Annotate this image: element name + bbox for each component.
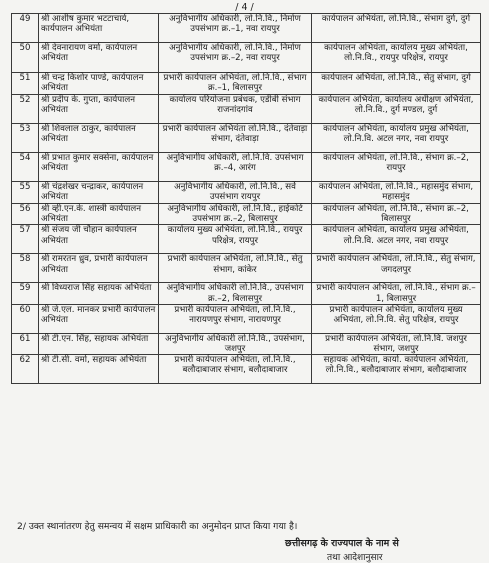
- table-row: [12, 73, 481, 95]
- current-posting-cell: अनुविभागीय अधिकारी, लो.नि.वि., सर्वे उपसंभाग रायपुर: [159, 182, 312, 204]
- employee-name-cell: श्री संजय जी चौहान कार्यपालन अभियंता: [39, 225, 159, 254]
- serial-number-cell: 60: [12, 304, 39, 333]
- table-row: [12, 95, 481, 124]
- new-posting-cell: कार्यपालन अभियंता, लो.नि.वि., महासमुंद संभाग, महासमुंद: [312, 182, 481, 204]
- current-posting-cell: अनुविभागीय अधिकारी, लो.नि.वि. उपसंभाग क्र.–4, आरंग: [159, 153, 312, 182]
- current-posting-cell: अनुविभागीय अधिकारी, लो.नि.वि., निर्माण उपसंभाग क्र.–2, नवा रायपुर: [159, 43, 312, 73]
- employee-name-cell: श्री चंद्रशेखर चन्द्राकर, कार्यपालन अभियंता: [39, 182, 159, 204]
- table-row: [12, 355, 481, 384]
- table-row: [12, 304, 481, 333]
- serial-number-cell: 50: [12, 43, 39, 73]
- table-row: [12, 204, 481, 225]
- new-posting-cell: कार्यपालन अभियंता, कार्यालय अधीक्षण अभियंता, लो.नि.वि., दुर्ग मण्डल, दुर्ग: [312, 95, 481, 124]
- serial-number-cell: 52: [12, 95, 39, 124]
- serial-number-cell: 56: [12, 204, 39, 225]
- serial-number-cell: 62: [12, 355, 39, 384]
- current-posting-cell: प्रभारी कार्यपालन अभियंता लो.नि.वि., दंतेवाड़ा संभाग, दंतेवाड़ा: [159, 124, 312, 153]
- employee-name-cell: श्री प्रभात कुमार सक्सेना, कार्यपालन अभियंता: [39, 153, 159, 182]
- employee-name-cell: श्री टी.सी. वर्मा, सहायक अभियंता: [39, 355, 159, 384]
- employee-name-cell: श्री व्ही.एन.के. शास्त्री कार्यपालन अभियंता: [39, 204, 159, 225]
- new-posting-cell: प्रभारी कार्यपालन अभियंता, लो.नि.वि., सेतु संभाग, जगदलपुर: [312, 254, 481, 283]
- current-posting-cell: प्रभारी कार्यपालन अभियंता, लो.नि.वि., संभाग क्र.–1, बिलासपुर: [159, 73, 312, 95]
- current-posting-cell: कार्यालय परियोजना प्रबंधक, एडीबी संभाग राजनांदगांव: [159, 95, 312, 124]
- table-row: [12, 124, 481, 153]
- table-row: [12, 182, 481, 204]
- new-posting-cell: कार्यपालन अभियंता, लो.नि.वि., सेतु संभाग, दुर्ग: [312, 73, 481, 95]
- new-posting-cell: सहायक अभियंता, कार्या. कार्यपालन अभियंता, लो.नि.वि., बलौदाबाजार संभाग, बलौदाबाजार: [312, 355, 481, 384]
- employee-name-cell: श्री चन्द्र किशोर पाण्डे, कार्यपालन अभियंता: [39, 73, 159, 95]
- current-posting-cell: अनुविभागीय अधिकारी, लो.नि.वि., निर्माण उपसंभाग क्र.–1, नवा रायपुर: [159, 14, 312, 43]
- employee-name-cell: श्री आशीष कुमार भटटाचार्य, कार्यपालन अभियंता: [39, 14, 159, 43]
- new-posting-cell: कार्यपालन अभियंता, कार्यालय प्रमुख अभियंता, लो.नि.वि. अटल नगर, नवा रायपुर: [312, 124, 481, 153]
- serial-number-cell: 49: [12, 14, 39, 43]
- current-posting-cell: कार्यालय मुख्य अभियंता, लो.नि.वि., रायपुर परिक्षेत्र, रायपुर: [159, 225, 312, 254]
- employee-name-cell: श्री जे.एल. मानकर प्रभारी कार्यपालन अभियंता: [39, 304, 159, 333]
- employee-name-cell: श्री टी.एन. सिंह, सहायक अभियंता: [39, 333, 159, 354]
- serial-number-cell: 51: [12, 73, 39, 95]
- new-posting-cell: कार्यपालन अभियंता, कार्यालय प्रमुख अभियंता, लो.नि.वि. अटल नगर, नवा रायपुर: [312, 225, 481, 254]
- serial-number-cell: 55: [12, 182, 39, 204]
- current-posting-cell: अनुविभागीय अधिकारी लो.नि.वि., उपसंभाग, जशपुर: [159, 333, 312, 354]
- table-row: [12, 153, 481, 182]
- footnote: 2/ उक्त स्थानांतरण हेतु समन्वय में सक्षम प्राधिकारी का अनुमोदन प्राप्त किया गया है।: [17, 521, 298, 532]
- new-posting-cell: प्रभारी कार्यपालन अभियंता, लो.नि.वि. जशपुर संभाग, जशपुर: [312, 333, 481, 354]
- page-number: / 4 /: [235, 2, 254, 13]
- table-row: [12, 283, 481, 304]
- new-posting-cell: कार्यपालन अभियंता, लो.नि.वि., संभाग क्र.–2, रायपुर: [312, 153, 481, 182]
- serial-number-cell: 61: [12, 333, 39, 354]
- serial-number-cell: 58: [12, 254, 39, 283]
- current-posting-cell: प्रभारी कार्यपालन अभियंता, लो.नि.वि., सेतु संभाग, कांकेर: [159, 254, 312, 283]
- current-posting-cell: प्रभारी कार्यपालन अभियंता, लो.नि.वि., बलौदाबाजार संभाग, बलौदाबाजार: [159, 355, 312, 384]
- transfer-table: [11, 13, 481, 384]
- transfer-table-body: [12, 14, 481, 384]
- employee-name-cell: श्री प्रदीप के. गुप्ता, कार्यपालन अभियंता: [39, 95, 159, 124]
- table-row: [12, 333, 481, 354]
- new-posting-cell: कार्यपालन अभियंता, लो.नि.वि., संभाग क्र.–2, बिलासपुर: [312, 204, 481, 225]
- signature-line: छत्तीसगढ़ के राज्यपाल के नाम से: [285, 538, 399, 549]
- serial-number-cell: 53: [12, 124, 39, 153]
- new-posting-cell: कार्यपालन अभियंता, कार्यालय मुख्य अभियंता, लो.नि.वि., रायपुर परिक्षेत्र, रायपुर: [312, 43, 481, 73]
- employee-name-cell: श्री विध्यराज सिंह सहायक अभियंता: [39, 283, 159, 304]
- current-posting-cell: अनुविभागीय अधिकारी, लो.नि.वि., हाईकोर्ट उपसंभाग क्र.–2, बिलासपुर: [159, 204, 312, 225]
- table-row: [12, 254, 481, 283]
- signature-subline: तथा आदेशानुसार: [327, 553, 383, 563]
- new-posting-cell: प्रभारी कार्यपालन अभियंता, कार्यालय मुख्य अभियंता, लो.नि.वि. सेतु परिक्षेत्र, रायपुर: [312, 304, 481, 333]
- new-posting-cell: प्रभारी कार्यपालन अभियंता, लो.नि.वि., संभाग क्र.–1, बिलासपुर: [312, 283, 481, 304]
- serial-number-cell: 59: [12, 283, 39, 304]
- serial-number-cell: 57: [12, 225, 39, 254]
- new-posting-cell: कार्यपालन अभियंता, लो.नि.वि., संभाग दुर्ग, दुर्ग: [312, 14, 481, 43]
- employee-name-cell: श्री शिवलाल ठाकुर, कार्यपालन अभियंता: [39, 124, 159, 153]
- employee-name-cell: श्री रामरतन ध्रुव, प्रभारी कार्यपालन अभियंता: [39, 254, 159, 283]
- current-posting-cell: प्रभारी कार्यपालन अभियंता, लो.नि.वि., नारायणपुर संभाग, नारायणपुर: [159, 304, 312, 333]
- table-row: [12, 14, 481, 43]
- current-posting-cell: अनुविभागीय अधिकारी लो.नि.वि., उपसंभाग क्र.–2, बिलासपुर: [159, 283, 312, 304]
- table-row: [12, 43, 481, 73]
- table-row: [12, 225, 481, 254]
- serial-number-cell: 54: [12, 153, 39, 182]
- employee-name-cell: श्री देवनारायण वर्मा, कार्यपालन अभियंता: [39, 43, 159, 73]
